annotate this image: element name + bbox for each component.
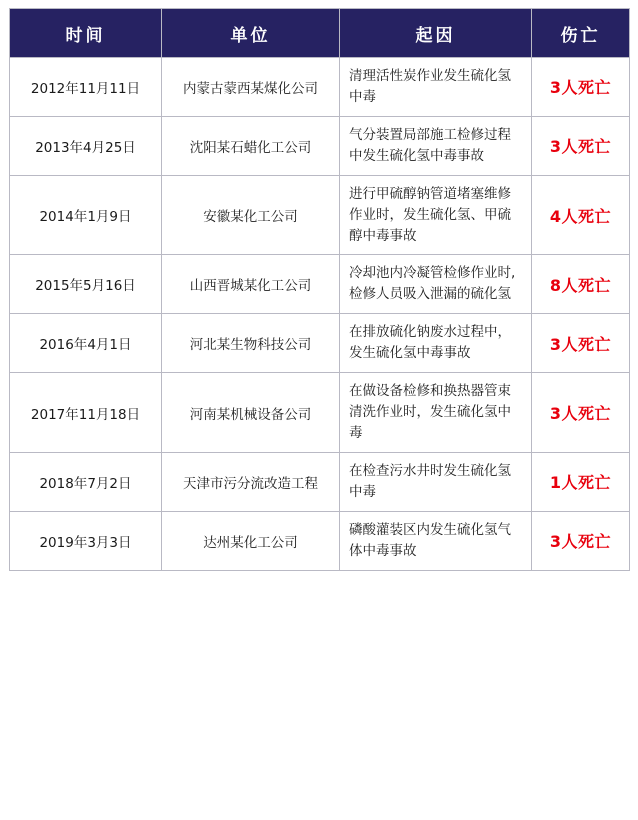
cell-casualty: 3人死亡 — [532, 116, 630, 175]
cell-cause: 气分装置局部施工检修过程中发生硫化氢中毒事故 — [340, 116, 532, 175]
table-body — [10, 58, 630, 571]
cell-cause: 在做设备检修和换热器管束清洗作业时，发生硫化氢中毒 — [340, 373, 532, 453]
cell-casualty: 3人死亡 — [532, 511, 630, 570]
table-row — [10, 314, 630, 373]
column-header-unit: 单位 — [162, 9, 340, 58]
cell-date: 2013年4月25日 — [10, 116, 162, 175]
cell-unit: 内蒙古蒙西某煤化公司 — [162, 58, 340, 117]
cell-date: 2016年4月1日 — [10, 314, 162, 373]
column-header-casualty: 伤亡 — [532, 9, 630, 58]
cell-unit: 安徽某化工公司 — [162, 175, 340, 255]
incident-table — [9, 8, 630, 571]
cell-cause: 在检查污水井时发生硫化氢中毒 — [340, 452, 532, 511]
cell-unit: 达州某化工公司 — [162, 511, 340, 570]
table-row — [10, 255, 630, 314]
table-row — [10, 511, 630, 570]
table-header-row — [10, 9, 630, 58]
cell-date: 2015年5月16日 — [10, 255, 162, 314]
cell-date: 2019年3月3日 — [10, 511, 162, 570]
cell-date: 2014年1月9日 — [10, 175, 162, 255]
cell-casualty: 1人死亡 — [532, 452, 630, 511]
cell-casualty: 4人死亡 — [532, 175, 630, 255]
cell-unit: 天津市污分流改造工程 — [162, 452, 340, 511]
cell-casualty: 8人死亡 — [532, 255, 630, 314]
cell-casualty: 3人死亡 — [532, 373, 630, 453]
table-row — [10, 58, 630, 117]
cell-cause: 冷却池内冷凝管检修作业时,检修人员吸入泄漏的硫化氢 — [340, 255, 532, 314]
cell-unit: 河北某生物科技公司 — [162, 314, 340, 373]
table-row — [10, 175, 630, 255]
column-header-cause: 起因 — [340, 9, 532, 58]
cell-unit: 沈阳某石蜡化工公司 — [162, 116, 340, 175]
cell-unit: 山西晋城某化工公司 — [162, 255, 340, 314]
table-row — [10, 373, 630, 453]
cell-date: 2017年11月18日 — [10, 373, 162, 453]
cell-date: 2012年11月11日 — [10, 58, 162, 117]
column-header-date: 时间 — [10, 9, 162, 58]
cell-cause: 清理活性炭作业发生硫化氢中毒 — [340, 58, 532, 117]
cell-casualty: 3人死亡 — [532, 58, 630, 117]
cell-cause: 进行甲硫醇钠管道堵塞维修作业时，发生硫化氢、甲硫醇中毒事故 — [340, 175, 532, 255]
cell-date: 2018年7月2日 — [10, 452, 162, 511]
cell-cause: 磷酸灌装区内发生硫化氢气体中毒事故 — [340, 511, 532, 570]
cell-casualty: 3人死亡 — [532, 314, 630, 373]
cell-unit: 河南某机械设备公司 — [162, 373, 340, 453]
table-header — [10, 9, 630, 58]
table-row — [10, 116, 630, 175]
cell-cause: 在排放硫化钠废水过程中，发生硫化氢中毒事故 — [340, 314, 532, 373]
table-row — [10, 452, 630, 511]
